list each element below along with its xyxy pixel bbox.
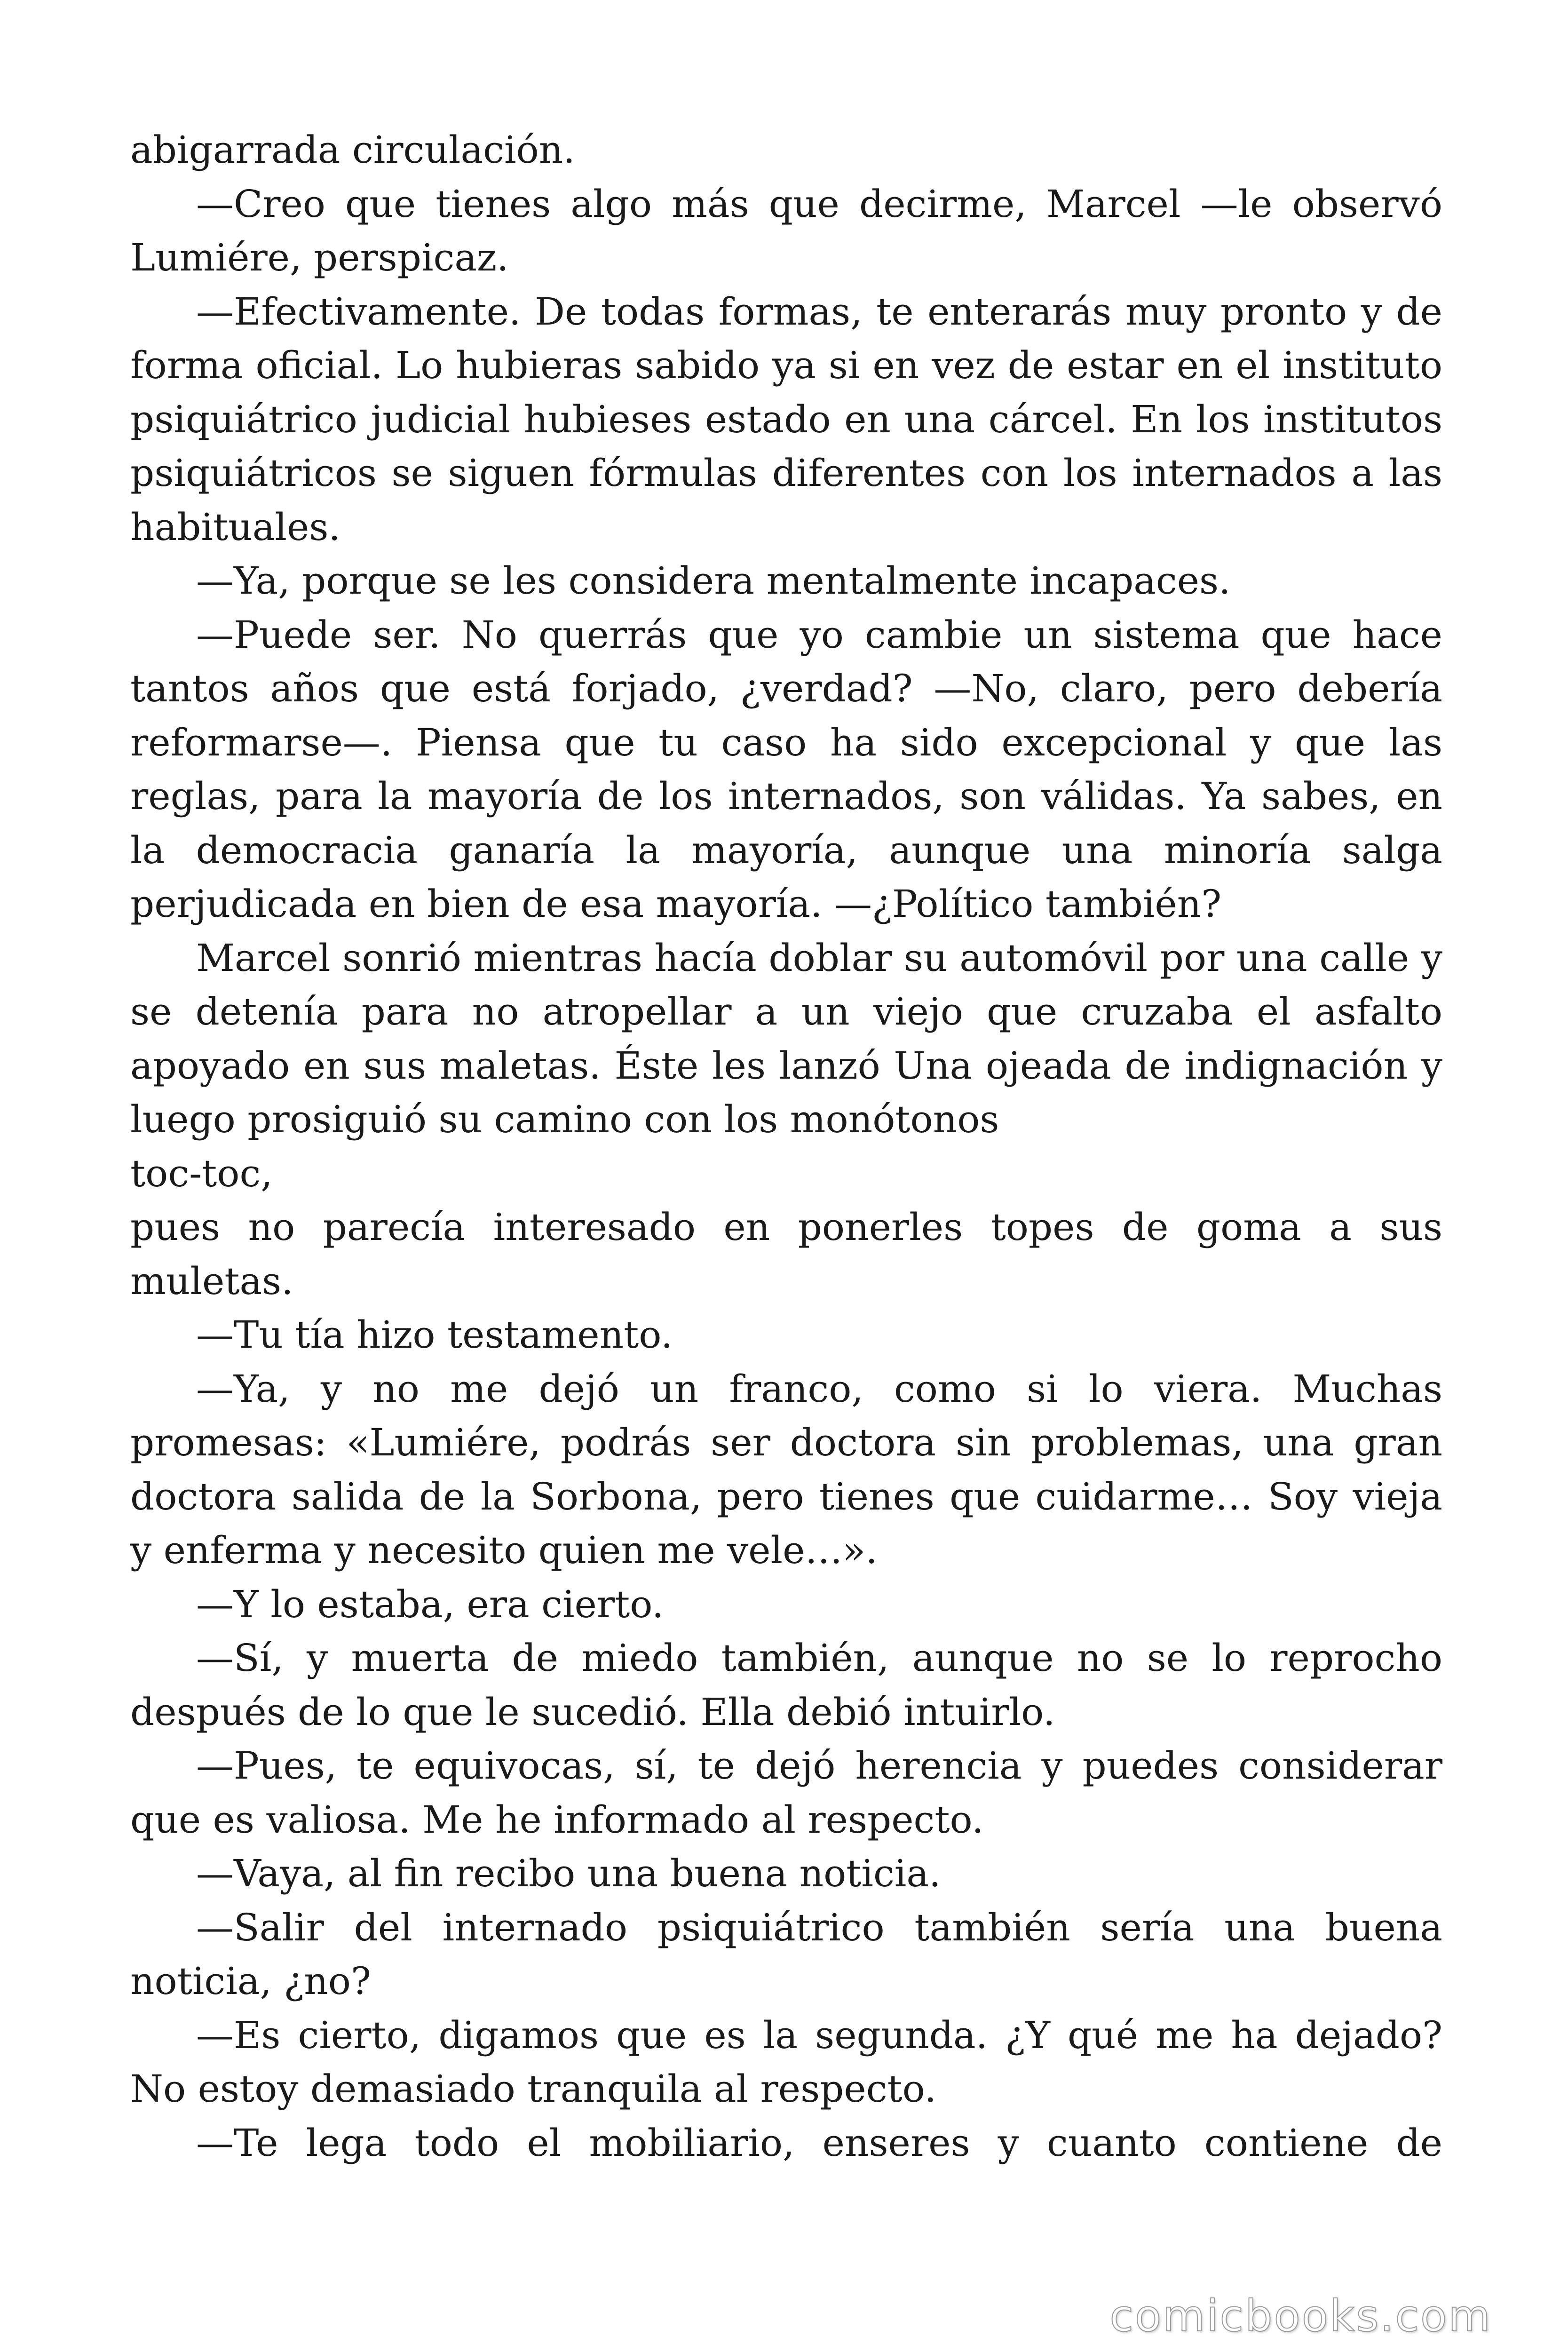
- paragraph: Marcel sonrió mientras hacía doblar su automóvil por una calle y se detenía para no atropellar a un viejo que cruzaba el asfalto apoyado en sus maletas. Éste les lanzó Una ojeada de indignación y luego prosiguió su camino con los monótonos: [130, 936, 1442, 1141]
- paragraph: —Creo que tienes algo más que decirme, Marcel —le observó Lumiére, perspicaz.: [130, 182, 1442, 279]
- paragraph: —Y lo estaba, era cierto.: [196, 1582, 664, 1626]
- paragraph: —Puede ser. No querrás que yo cambie un sistema que hace tantos años que está forjado, ¿verdad? —No, claro, pero debería reformarse—. Piensa que tu caso ha sido excepcional y que las reglas, para la mayoría de los internados, son válidas. Ya sabes, en la democracia ganaría la mayoría, aunque una minoría salga perjudicada en bien de esa mayoría. —¿Político también?: [130, 612, 1442, 926]
- paragraph: —Ya, y no me dejó un franco, como si lo viera. Muchas promesas: «Lumiére, podrás ser doctora sin problemas, una gran doctora salida de la Sorbona, pero tienes que cuidarme… Soy vieja y enferma y necesito quien me vele…».: [130, 1367, 1442, 1572]
- paragraph: —Sí, y muerta de miedo también, aunque no se lo reprocho después de lo que le sucedió. Ella debió intuirlo.: [130, 1636, 1442, 1734]
- paragraph: —Pues, te equivocas, sí, te dejó herencia y puedes considerar que es valiosa. Me he informado al respecto.: [130, 1744, 1442, 1842]
- paragraph: —Efectivamente. De todas formas, te enterarás muy pronto y de forma oficial. Lo hubieras sabido ya si en vez de estar en el instituto psiquiátrico judicial hubieses estado en una cárcel. En los institutos psiquiátricos se siguen fórmulas diferentes con los internados a las habituales.: [130, 289, 1442, 549]
- paragraph: pues no parecía interesado en ponerles topes de goma a sus muletas.: [130, 1205, 1442, 1303]
- paragraph: abigarrada circulación.: [130, 128, 575, 172]
- paragraph: —Vaya, al fin recibo una buena noticia.: [196, 1851, 941, 1895]
- paragraph: —Tu tía hizo testamento.: [196, 1313, 673, 1357]
- paragraph: —Ya, porque se les considera mentalmente incapaces.: [196, 559, 1231, 603]
- paragraph: toc-toc,: [130, 1151, 273, 1195]
- paragraph: —Te lega todo el mobiliario, enseres y cuanto contiene de: [196, 2121, 1442, 2165]
- site-watermark: comicbooks.com: [1109, 2291, 1492, 2341]
- paragraph: —Salir del internado psiquiátrico también sería una buena noticia, ¿no?: [130, 1905, 1442, 2003]
- page-text-body: [130, 123, 1442, 2170]
- paragraph: —Es cierto, digamos que es la segunda. ¿Y qué me ha dejado? No estoy demasiado tranquila al respecto.: [130, 2013, 1442, 2111]
